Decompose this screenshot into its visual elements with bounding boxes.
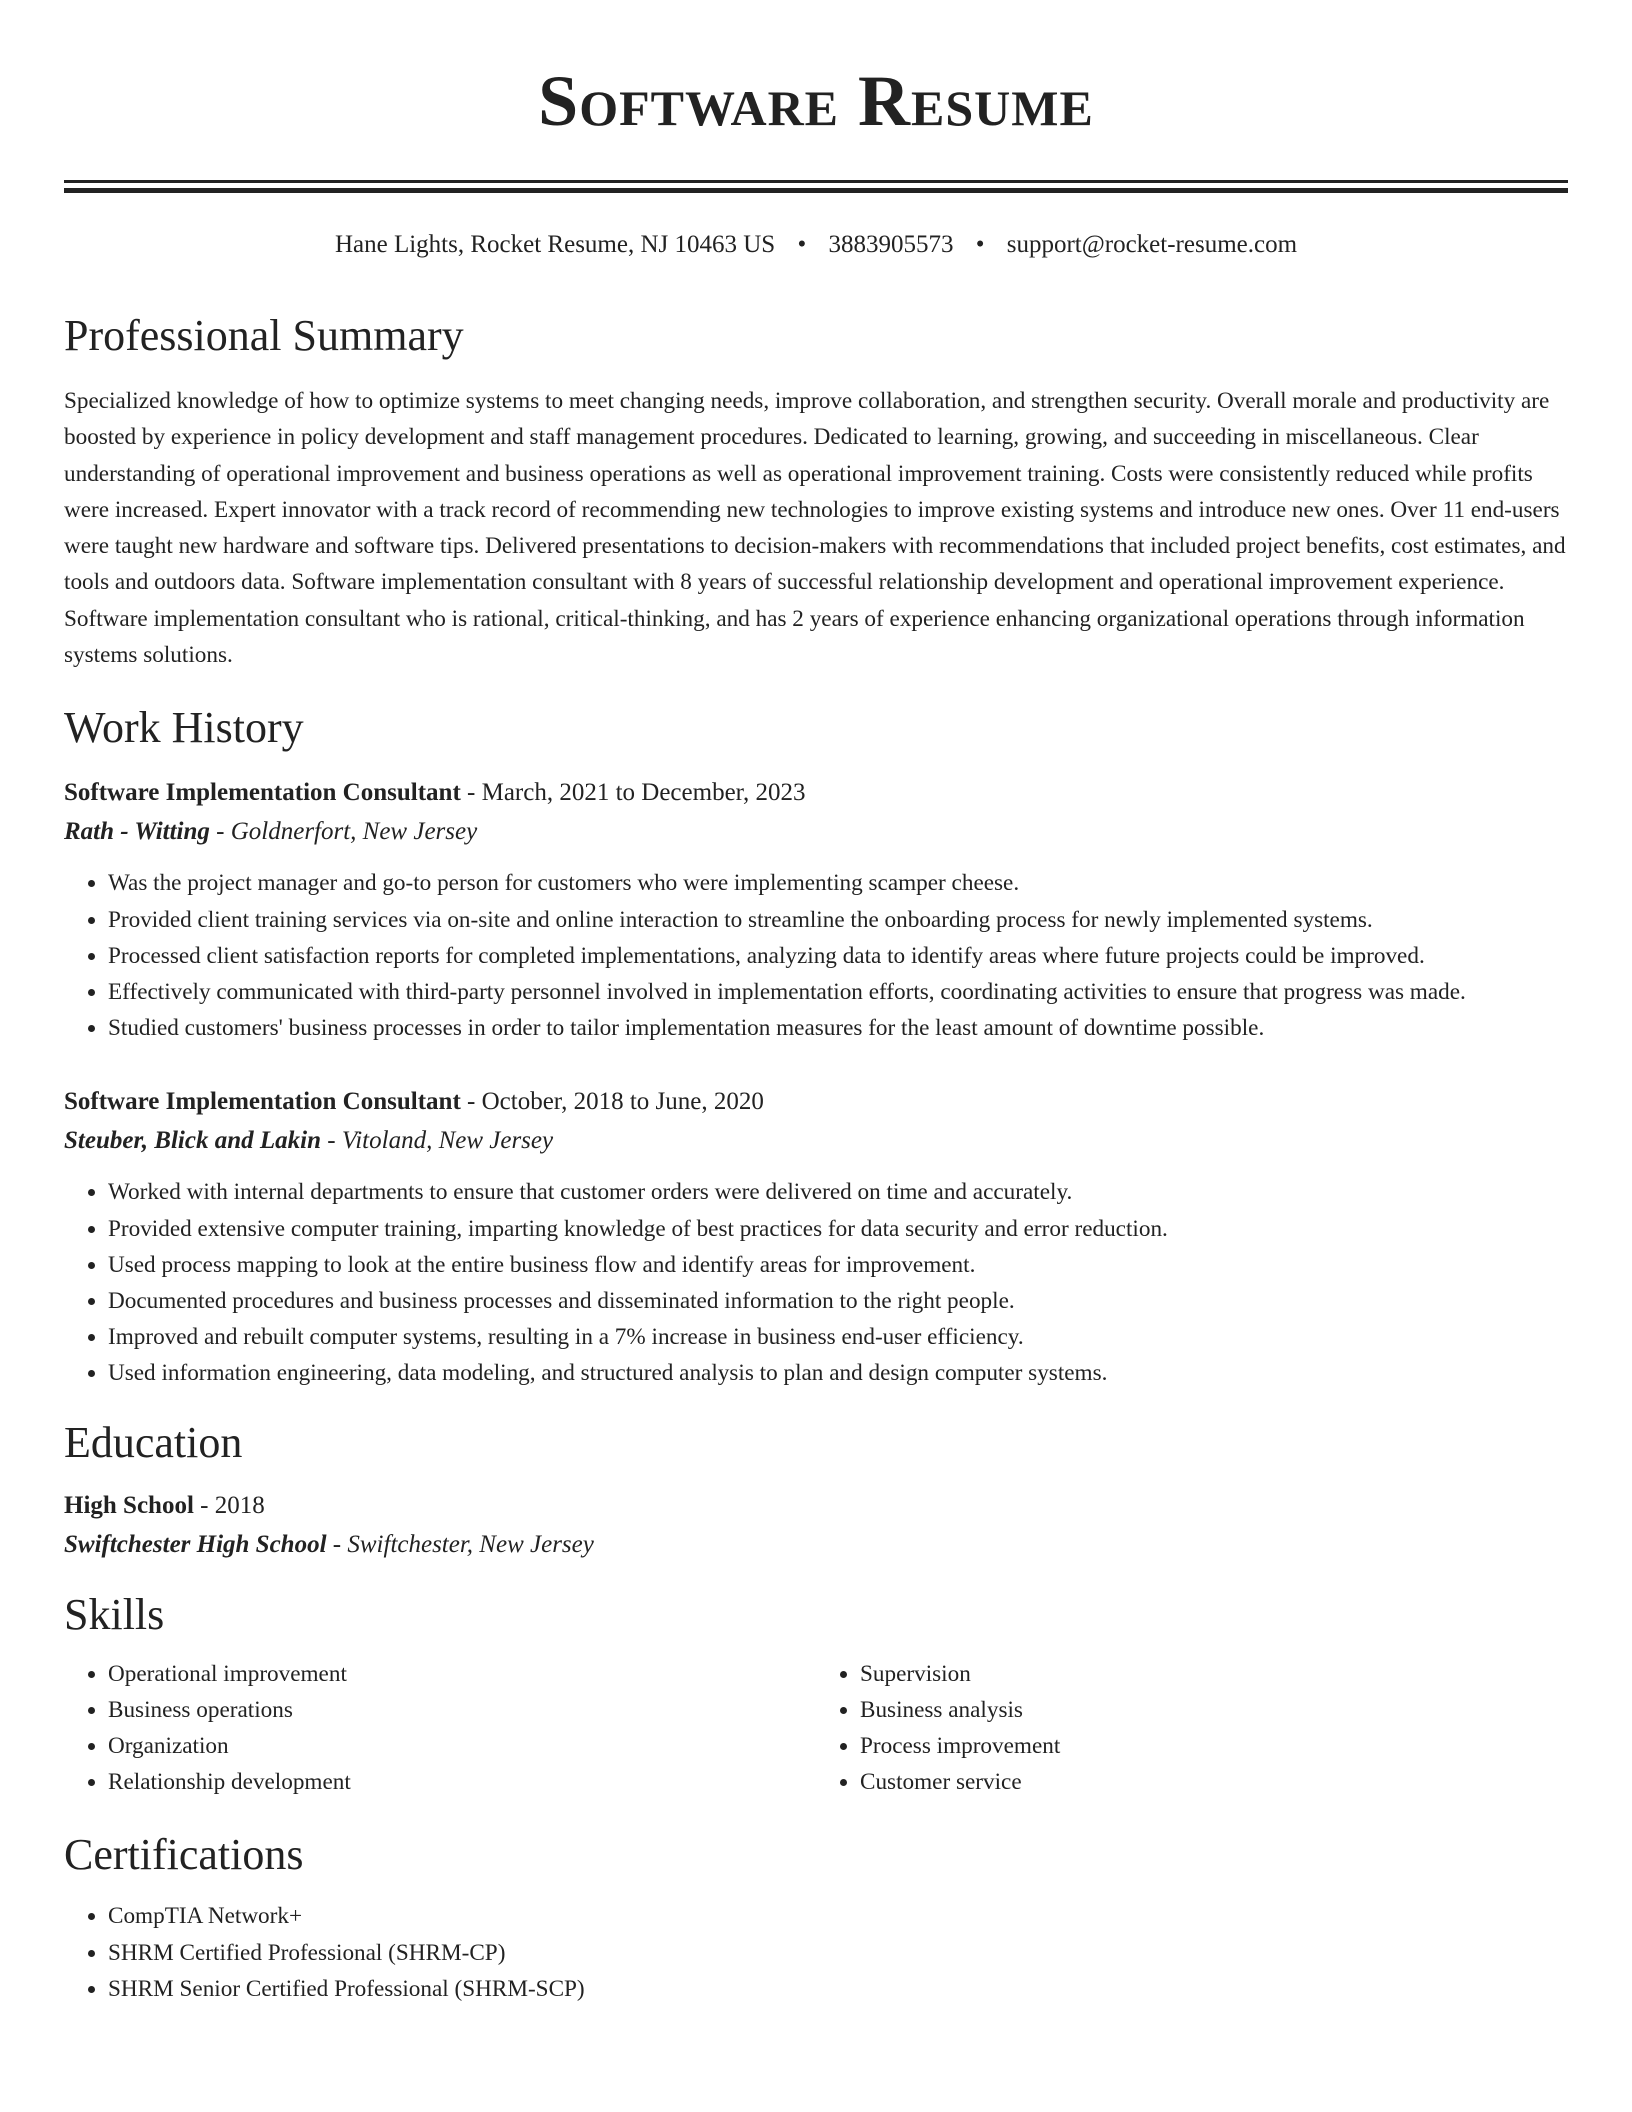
education-degree: High School — [64, 1491, 194, 1519]
title-divider-top — [64, 180, 1568, 183]
job-dates: October, 2018 to June, 2020 — [481, 1088, 764, 1116]
job-company: Steuber, Blick and Lakin — [64, 1127, 321, 1155]
skill-item: • Supervision — [860, 1656, 1568, 1692]
certifications-list — [64, 1898, 1568, 2007]
skills-list-left — [64, 1656, 816, 1801]
job-location: Vitoland, New Jersey — [341, 1127, 554, 1155]
job-bullet: • Provided client training services via on-site and online interaction to streamline the onboarding process for newly implemented systems. — [108, 902, 1568, 938]
skill-item: • Business analysis — [860, 1692, 1568, 1728]
job-dates: March, 2021 to December, 2023 — [481, 779, 806, 807]
summary-text: Specialized knowledge of how to optimize systems to meet changing needs, improve collaboration, and strengthen security. Overall morale and productivity are boosted by experience in policy development and staff management procedures. Dedicated to learning, growing, and succeeding in miscellaneous. Clear understanding of operational improvement and business operations as well as operational improvement training. Costs were consistently reduced while profits were increased. Expert innovator with a track record of recommending new technologies to improve existing systems and introduce new ones. Over 11 end-users were taught new hardware and software tips. Delivered presentations to decision-makers with recommendations that included project benefits, cost estimates, and tools and outdoors data. Software implementation consultant with 8 years of successful relationship development and operational improvement experience. Software implementation consultant who is rational, critical-thinking, and has 2 years of experience enhancing organizational operations through information systems solutions. — [64, 388, 1566, 669]
work-history-heading: Work History — [64, 703, 304, 753]
job-bullet: • Provided extensive computer training, imparting knowledge of best practices for data security and error reduction. — [108, 1211, 1568, 1247]
contact-separator: • — [975, 231, 985, 258]
contact-email: support@rocket-resume.com — [1006, 231, 1298, 258]
certification-item: • CompTIA Network+ — [108, 1898, 1568, 1934]
job-bullet: • Documented procedures and business processes and disseminated information to the right people. — [108, 1283, 1568, 1319]
title-divider-bottom — [64, 188, 1568, 193]
skill-item: • Operational improvement — [108, 1656, 816, 1692]
skill-item: • Business operations — [108, 1692, 816, 1728]
job-bullet: • Effectively communicated with third-party personnel involved in implementation efforts, coordinating activities to ensure that progress was made. — [108, 974, 1568, 1010]
job-entry — [64, 773, 1568, 1046]
job-bullet: • Used information engineering, data modeling, and structured analysis to plan and design computer systems. — [108, 1355, 1568, 1391]
job-entry — [64, 1082, 1568, 1391]
job-bullet: • Processed client satisfaction reports for completed implementations, analyzing data to identify areas where future projects could be improved. — [108, 938, 1568, 974]
job-location: Goldnerfort, New Jersey — [230, 818, 478, 846]
contact-line — [64, 229, 1568, 261]
education-entry — [64, 1486, 1568, 1564]
skills-heading: Skills — [64, 1589, 165, 1639]
education-degree-line: High School - 2018 — [64, 1491, 265, 1519]
job-bullet: • Used process mapping to look at the entire business flow and identify areas for improvement. — [108, 1247, 1568, 1283]
job-company-line: Rath - Witting - Goldnerfort, New Jersey — [64, 818, 478, 846]
job-title-line: Software Implementation Consultant - March, 2021 to December, 2023 — [64, 779, 806, 807]
job-company-line: Steuber, Blick and Lakin - Vitoland, New Jersey — [64, 1127, 554, 1155]
contact-phone: 3883905573 — [828, 231, 954, 258]
education-heading: Education — [64, 1417, 243, 1467]
skill-item: • Relationship development — [108, 1764, 816, 1800]
resume-title: Software Resume — [538, 61, 1094, 141]
job-bullet: • Improved and rebuilt computer systems, resulting in a 7% increase in business end-user efficiency. — [108, 1319, 1568, 1355]
education-school: Swiftchester High School — [64, 1530, 327, 1558]
skills-list-right — [816, 1656, 1568, 1801]
certifications-heading: Certifications — [64, 1830, 304, 1880]
job-title-line: Software Implementation Consultant - October, 2018 to June, 2020 — [64, 1088, 764, 1116]
skills-grid — [64, 1656, 1568, 1801]
summary-heading: Professional Summary — [64, 311, 464, 360]
job-bullet-list — [64, 1174, 1568, 1391]
job-bullet: • Studied customers' business processes in order to tailor implementation measures for the least amount of downtime possible. — [108, 1010, 1568, 1046]
education-school-line: Swiftchester High School - Swiftchester, New Jersey — [64, 1530, 594, 1558]
job-company: Rath - Witting — [64, 818, 210, 846]
education-location: Swiftchester, New Jersey — [347, 1530, 594, 1558]
certification-item: • SHRM Senior Certified Professional (SHRM-SCP) — [108, 1971, 1568, 2007]
job-bullet: • Worked with internal departments to ensure that customer orders were delivered on time and accurately. — [108, 1174, 1568, 1210]
job-bullet-list — [64, 865, 1568, 1046]
job-bullet: • Was the project manager and go-to person for customers who were implementing scamper cheese. — [108, 865, 1568, 901]
skill-item: • Organization — [108, 1728, 816, 1764]
skill-item: • Process improvement — [860, 1728, 1568, 1764]
certification-item: • SHRM Certified Professional (SHRM-CP) — [108, 1935, 1568, 1971]
contact-separator: • — [797, 231, 807, 258]
skill-item: • Customer service — [860, 1764, 1568, 1800]
job-title: Software Implementation Consultant — [64, 779, 461, 807]
job-title: Software Implementation Consultant — [64, 1088, 461, 1116]
contact-address: Hane Lights, Rocket Resume, NJ 10463 US — [334, 231, 776, 258]
education-year: 2018 — [214, 1491, 265, 1519]
